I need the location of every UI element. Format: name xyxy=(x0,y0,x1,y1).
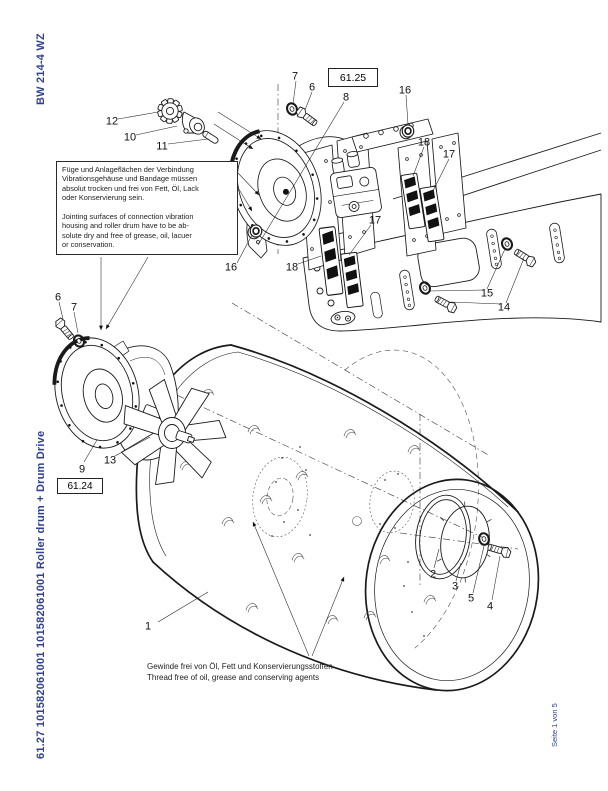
drive-unit xyxy=(43,328,228,490)
bolt-6 xyxy=(53,317,76,341)
ref-box-61-24: 61.24 xyxy=(57,478,103,494)
callout-4: 4 xyxy=(486,600,494,613)
callout-9: 9 xyxy=(78,463,86,476)
thread-note xyxy=(147,661,333,683)
callout-18-right: 18 xyxy=(417,136,431,149)
note-line: Vibrationsgehäuse und Bandage müssen xyxy=(62,174,198,184)
callout-2: 2 xyxy=(429,568,437,581)
note-line: housing and roller drum have to be ab- xyxy=(62,221,189,231)
washer-5 xyxy=(478,532,490,546)
note-line: Füge und Anlageflächen der Verbindung xyxy=(62,165,194,174)
model-code: BW 214-4 WZ xyxy=(35,33,47,105)
drum-interior xyxy=(180,350,478,648)
note-line xyxy=(62,203,234,212)
callout-8: 8 xyxy=(342,91,350,104)
callout-16-top: 16 xyxy=(398,84,412,97)
assembly-note-box xyxy=(56,161,238,255)
callout-14: 14 xyxy=(497,301,511,314)
pin-11 xyxy=(202,130,220,144)
thread-note-de: Gewinde frei von Öl, Fett und Konservierungsstoffen xyxy=(147,662,333,671)
note-line: absolut trocken und frei von Fett, Öl, Lack xyxy=(62,183,199,193)
callout-18-left: 18 xyxy=(285,261,299,274)
callout-7-left: 7 xyxy=(70,301,78,314)
bolt-4 xyxy=(487,542,512,558)
ref-box-61-25: 61.25 xyxy=(328,68,378,87)
callout-7-top: 7 xyxy=(291,70,299,83)
callout-17-right: 17 xyxy=(442,148,456,161)
note-line: or conservation. xyxy=(62,240,115,250)
bolt-6 xyxy=(294,106,319,128)
note-line: solute dry and free of grease, oil, lacuer xyxy=(62,230,192,240)
callout-12: 12 xyxy=(105,115,119,128)
callout-1: 1 xyxy=(144,620,152,633)
exciter-unit xyxy=(327,148,382,218)
section-title: 61.27 101582061001 101582061001 Roller drum + Drum Drive xyxy=(35,430,47,759)
callout-6-top: 6 xyxy=(308,81,316,94)
callout-10: 10 xyxy=(123,131,137,144)
page-indicator: Seite 1 von 5 xyxy=(550,703,559,747)
callout-11: 11 xyxy=(156,140,168,153)
drum-cover-parts xyxy=(410,492,511,586)
note-line: Jointing surfaces of connection vibration xyxy=(62,212,194,222)
callout-16-left: 16 xyxy=(224,261,238,274)
callout-3: 3 xyxy=(451,580,459,593)
callout-17-left: 17 xyxy=(368,214,382,227)
callout-6-left: 6 xyxy=(54,291,62,304)
note-line: oder Konservierung sein. xyxy=(62,193,145,203)
callout-15: 15 xyxy=(480,287,494,300)
callout-13: 13 xyxy=(103,454,117,467)
thread-note-en: Thread free of oil, grease and conserving agents xyxy=(147,673,320,682)
callout-5: 5 xyxy=(467,592,475,605)
gear-12 xyxy=(155,96,185,127)
